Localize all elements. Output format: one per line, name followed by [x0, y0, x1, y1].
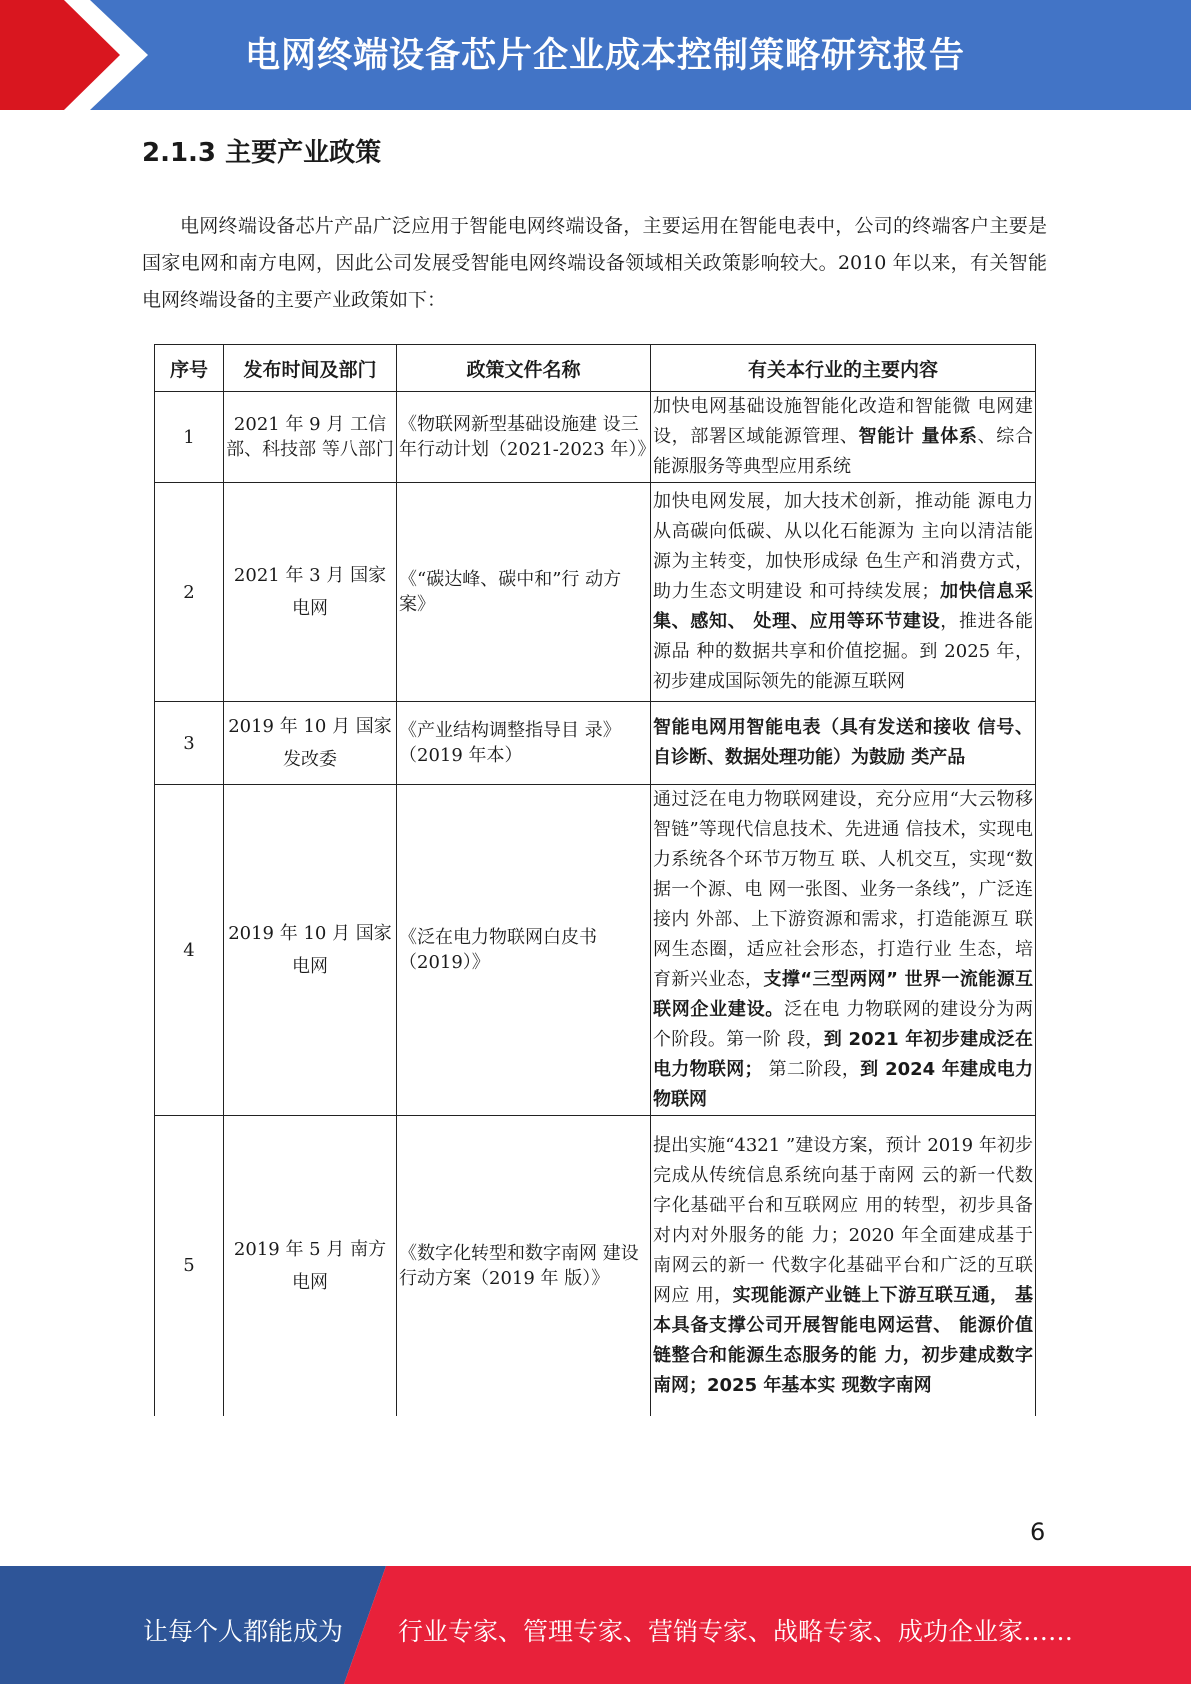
row-no: 2: [155, 483, 224, 702]
row-date-dept: 2021 年 9 月 工信部、科技部 等八部门: [224, 392, 397, 483]
row-document: 《“碳达峰、碳中和”行 动方案》: [397, 483, 651, 702]
table-row: [155, 483, 1036, 702]
content-bold-segment: 加快信息采集、感知、 处理、应用等环节建设: [653, 581, 1033, 632]
row-no: 1: [155, 392, 224, 483]
row-content: [651, 392, 1036, 483]
content-segment: 、综合能源服务等典型应用系统: [653, 426, 1033, 477]
content-bold-segment: 实现能源产业链上下游互联互通， 基本具备支撑公司开展智能电网运营、 能源价值链整合和能源生态服务的能 力，初步建成数字南网；2025 年基本实 现数字南网: [653, 1284, 1034, 1396]
content-segment: 提出实施“4321 ”建设方案，预计 2019 年初步完成从传统信息系统向基于南网 云的新一代数字化基础平台和互联网应 用的转型，初步具备对内对外服务的能 力；2020 年全面建成基于南网云的新一 代数字化基础平台和广泛的互联网应 用，: [653, 1134, 1033, 1306]
row-content: [651, 702, 1036, 785]
page-header: [0, 0, 1191, 110]
content-segment: ，推进各能源品 种的数据共享和价值挖掘。到 2025 年， 初步建成国际领先的能源互联网: [653, 611, 1034, 692]
page-number: 6: [1030, 1518, 1046, 1546]
row-date-dept: 2019 年 5 月 南方电网: [224, 1116, 397, 1416]
table-row: [155, 1116, 1036, 1416]
row-date-dept: 2021 年 3 月 国家电网: [224, 483, 397, 702]
row-content: [651, 483, 1036, 702]
header-no: 序号: [155, 345, 224, 392]
table-row: [155, 785, 1036, 1116]
row-date-dept: 2019 年 10 月 国家电网: [224, 785, 397, 1116]
row-document: 《物联网新型基础设施建 设三年行动计划（2021-2023 年）》: [397, 392, 651, 483]
row-no: 5: [155, 1116, 224, 1416]
header-content: 有关本行业的主要内容: [651, 345, 1036, 392]
content-bold-segment: 智能计 量体系: [858, 426, 978, 447]
table-row: [155, 392, 1036, 483]
row-document: 《数字化转型和数字南网 建设行动方案（2019 年 版）》: [397, 1116, 651, 1416]
header-title: 电网终端设备芯片企业成本控制策略研究报告: [245, 36, 966, 76]
content-bold-segment: 到 2021 年初步建成泛在电力物联网；: [653, 1029, 1033, 1080]
row-document: 《产业结构调整指导目 录》（2019 年本）: [397, 702, 651, 785]
content-bold-segment: 智能电网用智能电表（具有发送和接收 信号、自诊断、数据处理功能）为鼓励 类产品: [653, 717, 1033, 768]
row-date-dept: 2019 年 10 月 国家发改委: [224, 702, 397, 785]
intro-paragraph: 电网终端设备芯片产品广泛应用于智能电网终端设备，主要运用在智能电表中，公司的终端客户主要是国家电网和南方电网，因此公司发展受智能电网终端设备领域相关政策影响较大。2010 年以来，有关智能电网终端设备的主要产业政策如下：: [142, 215, 1047, 311]
content-bold-segment: 到 2024 年建成电力物联网: [653, 1059, 1033, 1110]
footer-slogan-left: 让每个人都能成为: [143, 1617, 344, 1646]
table-row: [155, 702, 1036, 785]
header-document: 政策文件名称: [397, 345, 651, 392]
content-segment: 通过泛在电力物联网建设，充分应用“大云物移智链”等现代信息技术、先进通 信技术，实现电力系统各个环节万物互 联、人机交互，实现“数据一个源、电 网一张图、业务一条线”，广泛连接内 外部、上下游资源和需求，打造能源互 联网生态圈，适应社会形态，打造行业 生态，培育新兴业态，: [653, 789, 1033, 990]
table-header-row: [155, 345, 1036, 392]
row-no: 3: [155, 702, 224, 785]
row-document: 《泛在电力物联网白皮书（2019）》: [397, 785, 651, 1116]
row-no: 4: [155, 785, 224, 1116]
content-segment: 第二阶段，: [762, 1059, 861, 1080]
header-date-dept: 发布时间及部门: [224, 345, 397, 392]
content-segment: 泛在电 力物联网的建设分为两个阶段。第一阶 段，: [653, 999, 1033, 1050]
content-bold-segment: 支撑“三型两网” 世界一流能源互联网企业建设。: [653, 969, 1033, 1020]
row-content: [651, 1116, 1036, 1416]
section-title: 2.1.3 主要产业政策: [142, 138, 382, 168]
row-content: [651, 785, 1036, 1116]
footer-slogan-right: 行业专家、管理专家、营销专家、战略专家、成功企业家……: [398, 1617, 1074, 1646]
policy-table: [154, 344, 1036, 1416]
content-segment: 加快电网基础设施智能化改造和智能微 电网建设，部署区域能源管理、: [653, 396, 1033, 447]
content-segment: 加快电网发展，加大技术创新，推动能 源电力从高碳向低碳、从以化石能源为 主向以清洁能源为主转变，加快形成绿 色生产和消费方式，助力生态文明建设 和可持续发展；: [653, 491, 1033, 602]
